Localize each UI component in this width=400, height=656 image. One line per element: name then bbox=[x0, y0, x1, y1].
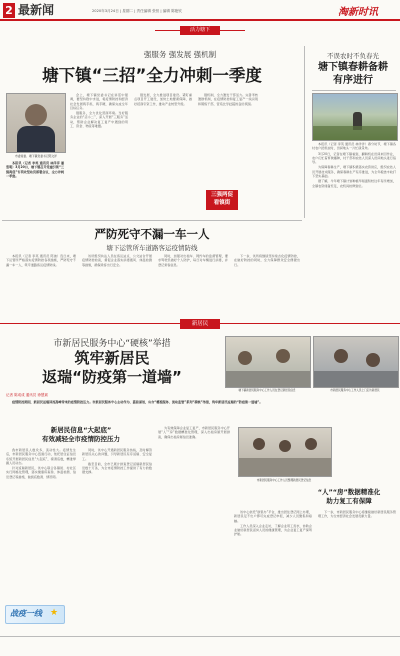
footer-badge-label: 战疫一线 bbox=[10, 609, 42, 618]
badge-star-icon: ★ bbox=[50, 608, 59, 618]
article2-headline: 塘下镇春耕备耕 有序进行 bbox=[318, 62, 388, 86]
masthead-logo: 淘新时讯 bbox=[338, 7, 378, 18]
news-photo-1 bbox=[225, 336, 311, 388]
page-number-badge: 2 bbox=[3, 3, 15, 18]
article4-sub1-headline: 新居民信息“大起底” 有效减轻全市疫情防控压力 bbox=[42, 426, 120, 443]
issue-line: 2020年3月24日 | 星期二 | 责任编辑 张恒 | 编辑 陈艳钦 bbox=[92, 9, 182, 13]
article1-body-col2: 强发展，全力推进项目建设。紧盯重点项目开工建设，加快土地要素保障，做好招商引资工作，推动产业转型升级。 bbox=[134, 93, 192, 106]
article3-headline: 严防死守不漏一车一人 bbox=[94, 227, 210, 241]
section-tag bbox=[0, 319, 400, 329]
article3-body-col2: 该所组织执法人员在客运站点、公交站台开展疫情防控检查，督促企业落实消毒通风、体温检测等措施，确保乘客出行安全。 bbox=[82, 254, 152, 267]
article3-subhead: 塘下运管所车道路客运疫情防线 bbox=[106, 244, 198, 252]
article1-lead: 本报讯（记者 李英 通讯员 林洋洋 潘雪明）3月20日，塘下镇召开党建引领“三强两促”专项攻坚动员部署会议，全力冲刺一季度。 bbox=[6, 161, 64, 178]
top-banner bbox=[155, 26, 245, 35]
article2-body: 本报讯（记者 李英 通讯员 林洋洋）春分时节，塘下镇各村农户抢抓农时，田间地头一片忙碌景象。 3月20日，记者在塘下镇看到，翻耕机在田间来回作业，农户们忙着育秧播种，村干部和农技人员深入田间地头进行指导。 为保障春耕生产，塘下镇积极落实农资供应，组织农技人员开展技术服务，确保春耕生产有序推进，为全年粮食丰收打下坚实基础。 据了解，今年塘下镇计划种植早稻面积较往年有所增加，全镇农资储备充足，农机具检修到位。 bbox=[312, 142, 396, 188]
article4-sub2-col1: 该中心依托“浙里办”平台，推出居住登记网上办理，新居民足不出户即可完成登记申报，减少人员聚集和接触。 工作人员深入企业走访，了解企业用工需求，协助企业做好新居民返岗人员的健康管理，为企业复工复产保驾护航。 bbox=[234, 510, 312, 537]
masthead-rule bbox=[0, 19, 400, 21]
news-photo-3 bbox=[238, 427, 332, 477]
article1-kicker: 强服务 强发展 强机制 bbox=[143, 50, 217, 59]
article4-sub1-col1: 我市新居民人数众多，流动性大。疫情发生后，市新居民服务中心迅速行动，依托居住证信息系统开展新居民信息“大起底”，摸清底数，精准掌握人员动态。 针对返瑞新居民，该中心联合各镇街、村社区实行网格化管理，落实健康码查验、体温检测、信息登记等措施，做到底数清、情况明。 bbox=[6, 448, 76, 479]
article1-body-col3: 强机制，全力激发干部活力。完善考核激励机制，在疫情防控和复工复产一线识别和锻炼干部，营造比学赶超的良好氛围。 bbox=[198, 93, 258, 106]
portrait-caption: 市委常委、塘下镇党委书记陈文洋 bbox=[15, 154, 57, 158]
news-photo-2-caption: 市新居民服务中心工作人员上门走访新居民 bbox=[330, 389, 380, 392]
news-photo-1-caption: 塘下镇新居民服务中心工作人员在登记新居民信息 bbox=[238, 389, 296, 392]
news-photo-3-caption: 市新居民服务中心工作人员整理新居民登记信息 bbox=[256, 479, 312, 482]
column-divider bbox=[304, 46, 305, 218]
article4-headline: 筑牢新居民 返瑞“防疫第一道墙” bbox=[42, 349, 182, 386]
article3-body-col4: 下一步，该所将继续坚持常态化疫情防控，在做好防控的同时，全力保障群众安全便捷出行。 bbox=[234, 254, 300, 267]
three-strong-stamp: 三强两促 看镇街 bbox=[206, 190, 238, 210]
footer-badge bbox=[5, 605, 65, 624]
article4-sub1-col2: 同时，该中心开通新居民服务热线，及时解答新居民关心的问题，引导新居民有序返瑞、安全复工。 截至目前，全市已累计排查登记返瑞新居民信息数十万条，为全市疫情防控工作提供了有力的数据支撑。 bbox=[82, 448, 152, 475]
article4-kicker: 市新居民服务中心“硬核”举措 bbox=[53, 339, 171, 349]
article4-byline: 记者 陈成成 通讯员 徐慧斌 bbox=[6, 393, 48, 397]
section-name: 最新闻 bbox=[18, 3, 55, 17]
masthead bbox=[0, 0, 400, 22]
farm-photo bbox=[312, 93, 398, 141]
section-tag-label: 新居民 bbox=[180, 319, 220, 329]
article4-sub2-headline: “人”“房”数据精准化 助力复工有保障 bbox=[317, 488, 381, 505]
top-banner-label: 活力塘下 bbox=[180, 26, 220, 35]
article3-body-col3: 同时，加强对出租车、网约车的监督管理，要求驾驶员做好个人防护，每日对车辆进行消毒，并登记乘客信息。 bbox=[158, 254, 228, 267]
article1-headline: 塘下镇“三招”全力冲刺一季度 bbox=[42, 66, 262, 85]
article4-sub1-col3: 为有效保障企业复工复产，市新居民服务中心开展“人”“房”数据精准化管理，深入出租房屋开展排查，确保出租房屋信息准确。 bbox=[158, 426, 230, 439]
article4-lead: 疫情防控期间，新居民返瑞回流高峰带来的疫情防控压力。市新居民服务中心主动作为、靠前谋划，出台“精准服务、流动监管”系列“硬核”举措，筑牢新居民返瑞的“防疫第一道墙”。 bbox=[12, 400, 263, 404]
portrait-photo bbox=[6, 93, 66, 153]
article4-sub2-col2: 下一步，市新居民服务中心将继续做好新居民服务管理工作，为全市经济社会发展贡献力量。 bbox=[318, 510, 396, 519]
article2-small-title: 不误农时不负春光 bbox=[327, 52, 379, 60]
article3-body-col1: 本报讯（记者 李英 通讯员 陈迪）连日来，塘下运管所严格落实疫情防控各项措施，严防死守不漏一车一人，筑牢道路客运疫情防线。 bbox=[6, 254, 76, 267]
article1-body-col1: 会上，塘下镇党委书记在讲话中强调，要坚持稳中求进，将疫情防控和经济社会发展两手抓、两手硬，确保完成全年目标任务。 强服务，全力优化营商环境。当好服务企业的“店小二”，深入开展“三服务”活动，帮助企业解决复工复产中遇到的用工、资金、物流等难题。 bbox=[70, 93, 128, 129]
news-photo-2 bbox=[313, 336, 399, 388]
